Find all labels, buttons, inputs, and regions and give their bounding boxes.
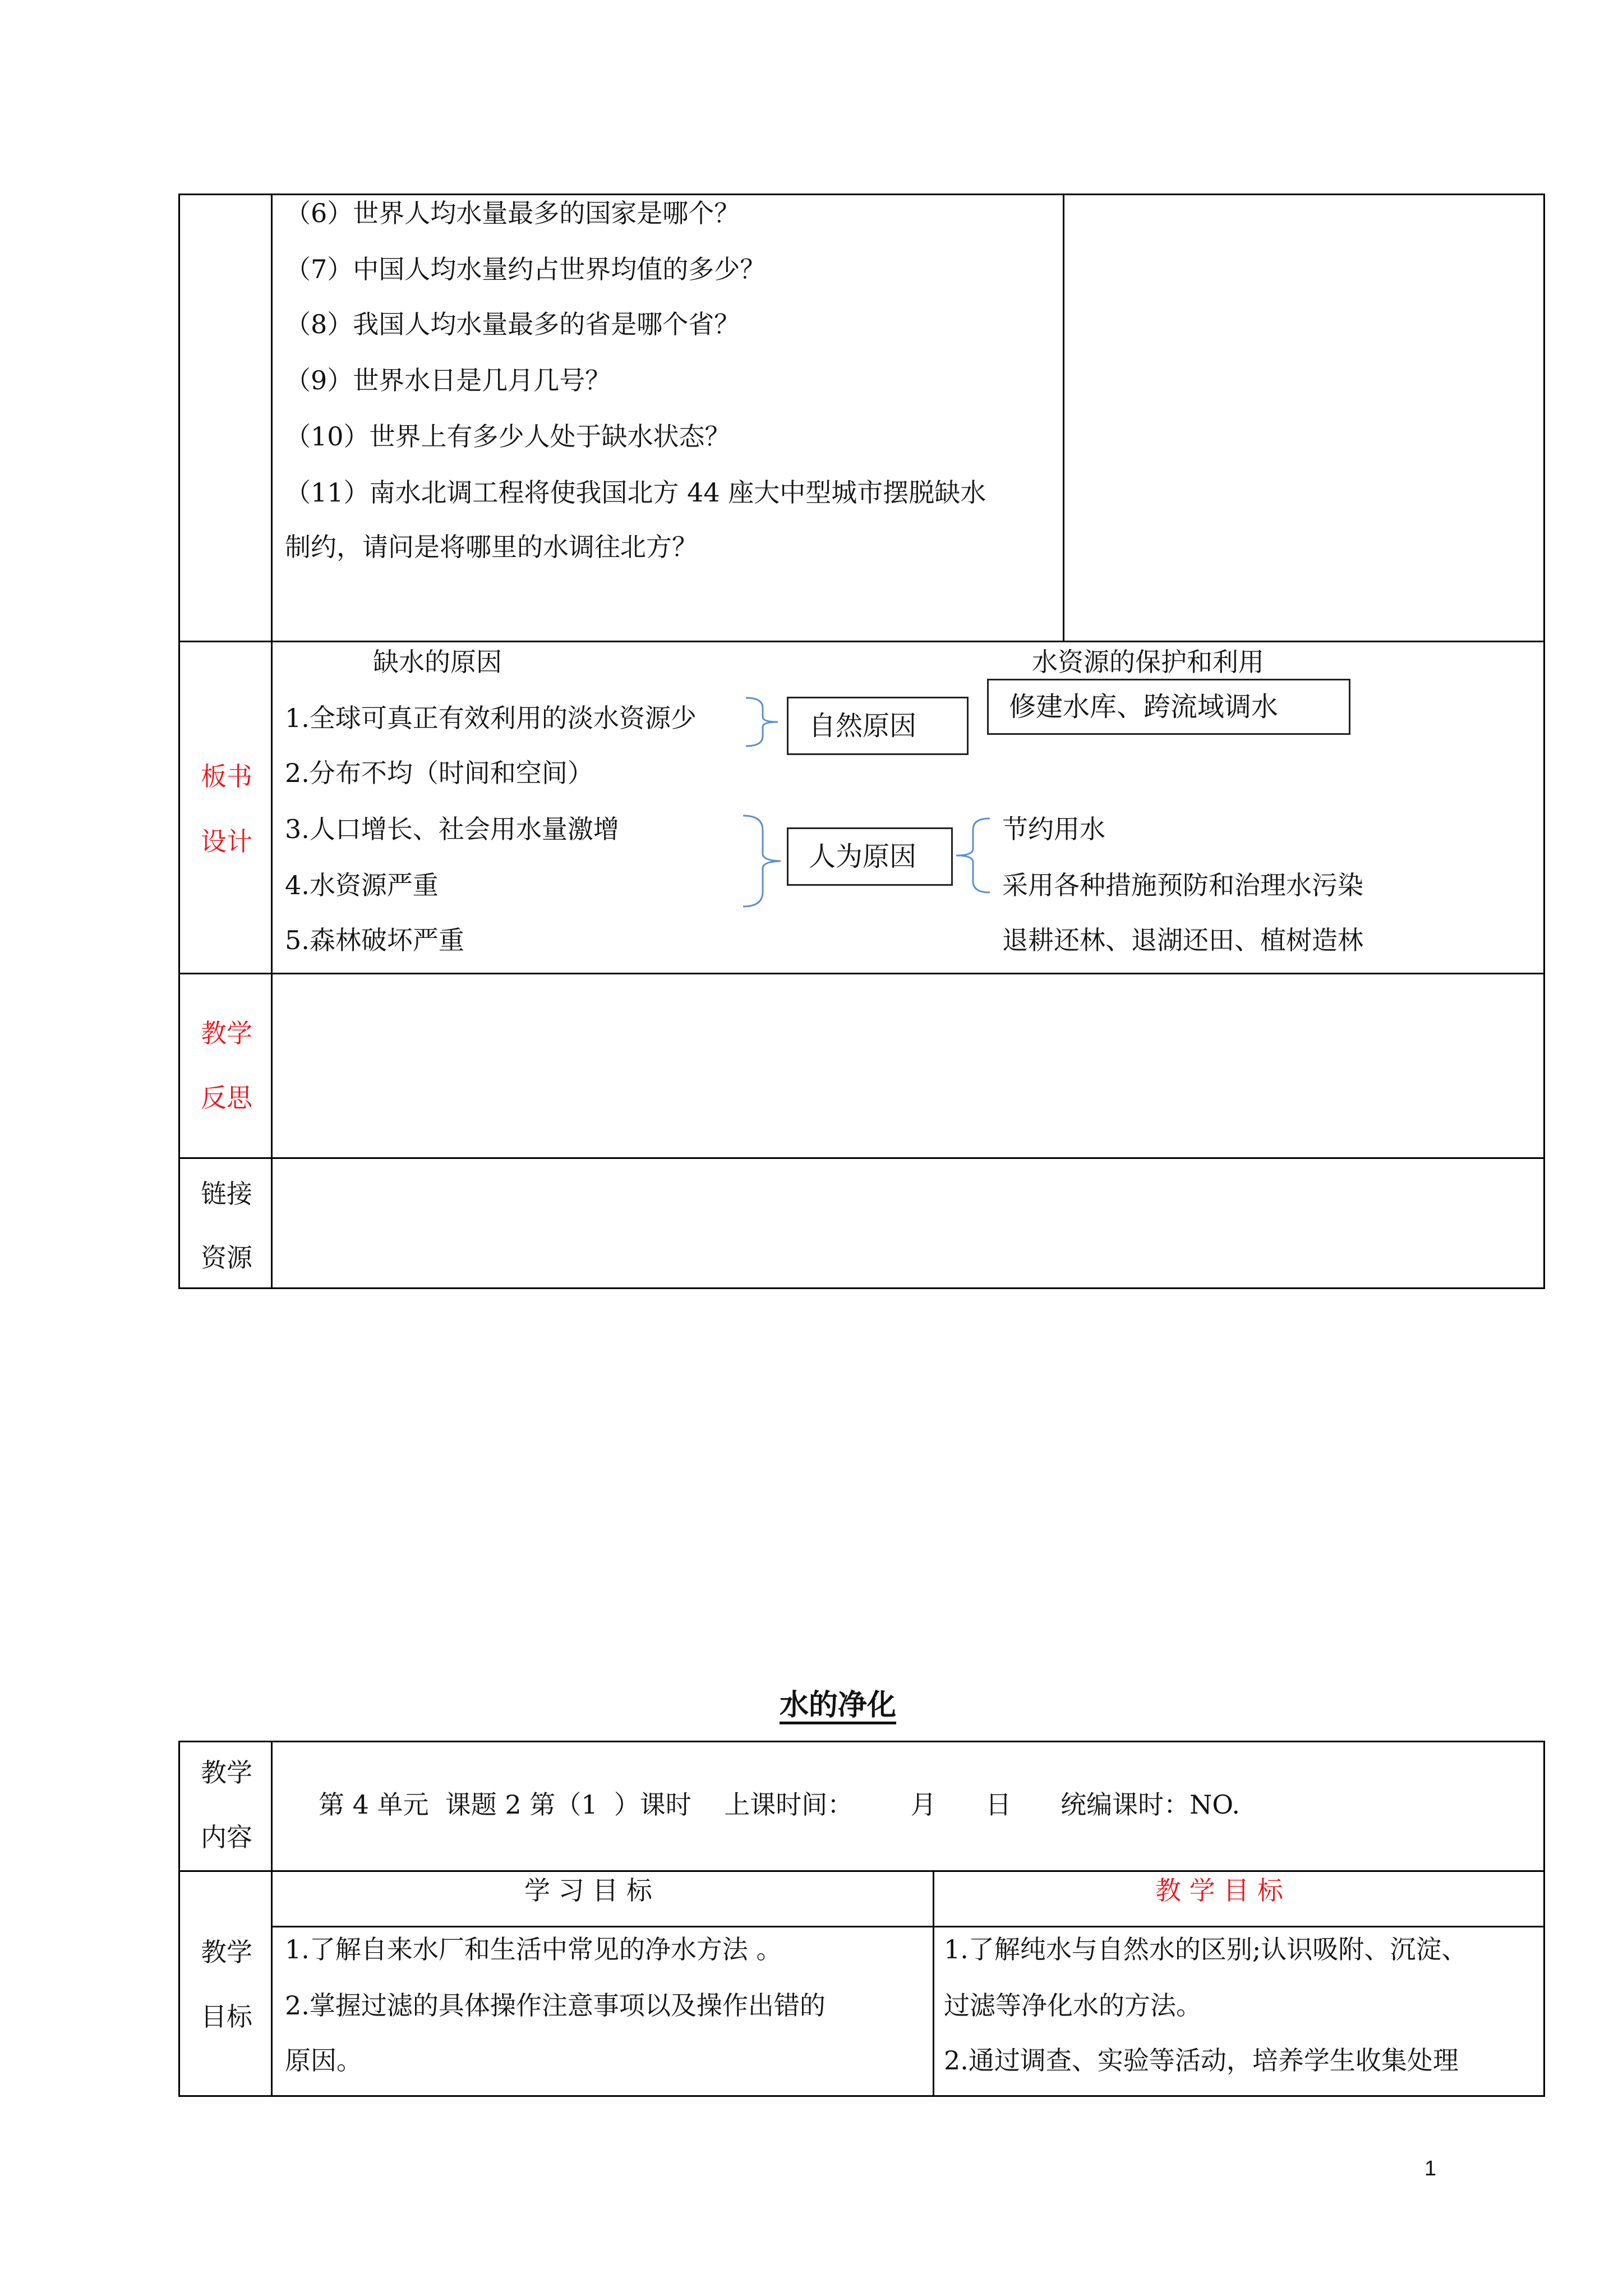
question-10: （10）世界上有多少人处于缺水状态？	[285, 421, 731, 452]
natural-brace-icon	[743, 696, 782, 749]
reflection-label-1: 教学	[201, 1018, 252, 1048]
natural-cause-box: 自然原因	[787, 697, 969, 755]
question-11-continued: 制约，请问是将哪里的水调往北方？	[285, 532, 698, 562]
content-label-1: 教学	[201, 1757, 252, 1788]
cause-5: 5.森林破坏严重	[285, 925, 464, 955]
cause-4: 4.水资源严重	[285, 870, 439, 900]
board-design-label-2: 设计	[201, 826, 252, 857]
question-9: （9）世界水日是几月几号？	[285, 365, 611, 395]
learning-goal-1: 1.了解自来水厂和生活中常见的净水方法 。	[285, 1934, 782, 1964]
learning-goal-2-continued: 原因。	[285, 2045, 362, 2076]
natural-measure-box: 修建水库、跨流域调水	[987, 679, 1350, 735]
teaching-goal-1-continued: 过滤等净化水的方法。	[944, 1990, 1202, 2021]
learning-goal-2: 2.掌握过滤的具体操作注意事项以及操作出错的	[285, 1990, 826, 2021]
goals-label-1: 教学	[201, 1937, 252, 1967]
links-label-2: 资源	[201, 1243, 252, 1273]
question-11: （11）南水北调工程将使我国北方 44 座大中型城市摆脱缺水	[285, 477, 986, 508]
content-label-2: 内容	[201, 1822, 252, 1852]
causes-brace-icon	[740, 813, 785, 909]
question-7: （7）中国人均水量约占世界均值的多少？	[285, 254, 766, 284]
links-label-1: 链接	[201, 1179, 252, 1209]
human-cause-box: 人为原因	[787, 827, 953, 886]
board-design-label-1: 板书	[201, 761, 252, 792]
human-measure-1: 节约用水	[1002, 814, 1105, 844]
lesson-info: 第 4 单元 课题 2 第（1 ）课时 上课时间： 月 日 统编课时：NO.	[319, 1789, 1240, 1820]
reflection-label-2: 反思	[201, 1083, 252, 1113]
cause-1: 1.全球可真正有效利用的淡水资源少	[285, 703, 697, 733]
cause-2: 2.分布不均（时间和空间）	[285, 758, 593, 788]
question-8: （8）我国人均水量最多的省是哪个省？	[285, 309, 740, 339]
learning-goals-header: 学 习 目 标	[524, 1875, 652, 1906]
protection-heading: 水资源的保护和利用	[1032, 647, 1264, 677]
causes-heading: 缺水的原因	[373, 647, 502, 677]
measures-brace-icon	[953, 816, 993, 895]
section-title: 水的净化	[780, 1688, 897, 1722]
teaching-goal-1: 1.了解纯水与自然水的区别;认识吸附、沉淀、	[944, 1934, 1468, 1964]
question-6: （6）世界人均水量最多的国家是哪个？	[285, 198, 740, 228]
human-measure-3: 退耕还林、退湖还田、植树造林	[1002, 925, 1363, 955]
human-measure-2: 采用各种措施预防和治理水污染	[1002, 870, 1363, 900]
teaching-goals-header: 教 学 目 标	[1155, 1875, 1283, 1906]
page-number: 1	[1424, 2157, 1437, 2180]
teaching-goal-2: 2.通过调查、实验等活动，培养学生收集处理	[944, 2045, 1459, 2076]
goals-label-2: 目标	[201, 2001, 252, 2032]
cause-3: 3.人口增长、社会用水量激增	[285, 814, 619, 844]
